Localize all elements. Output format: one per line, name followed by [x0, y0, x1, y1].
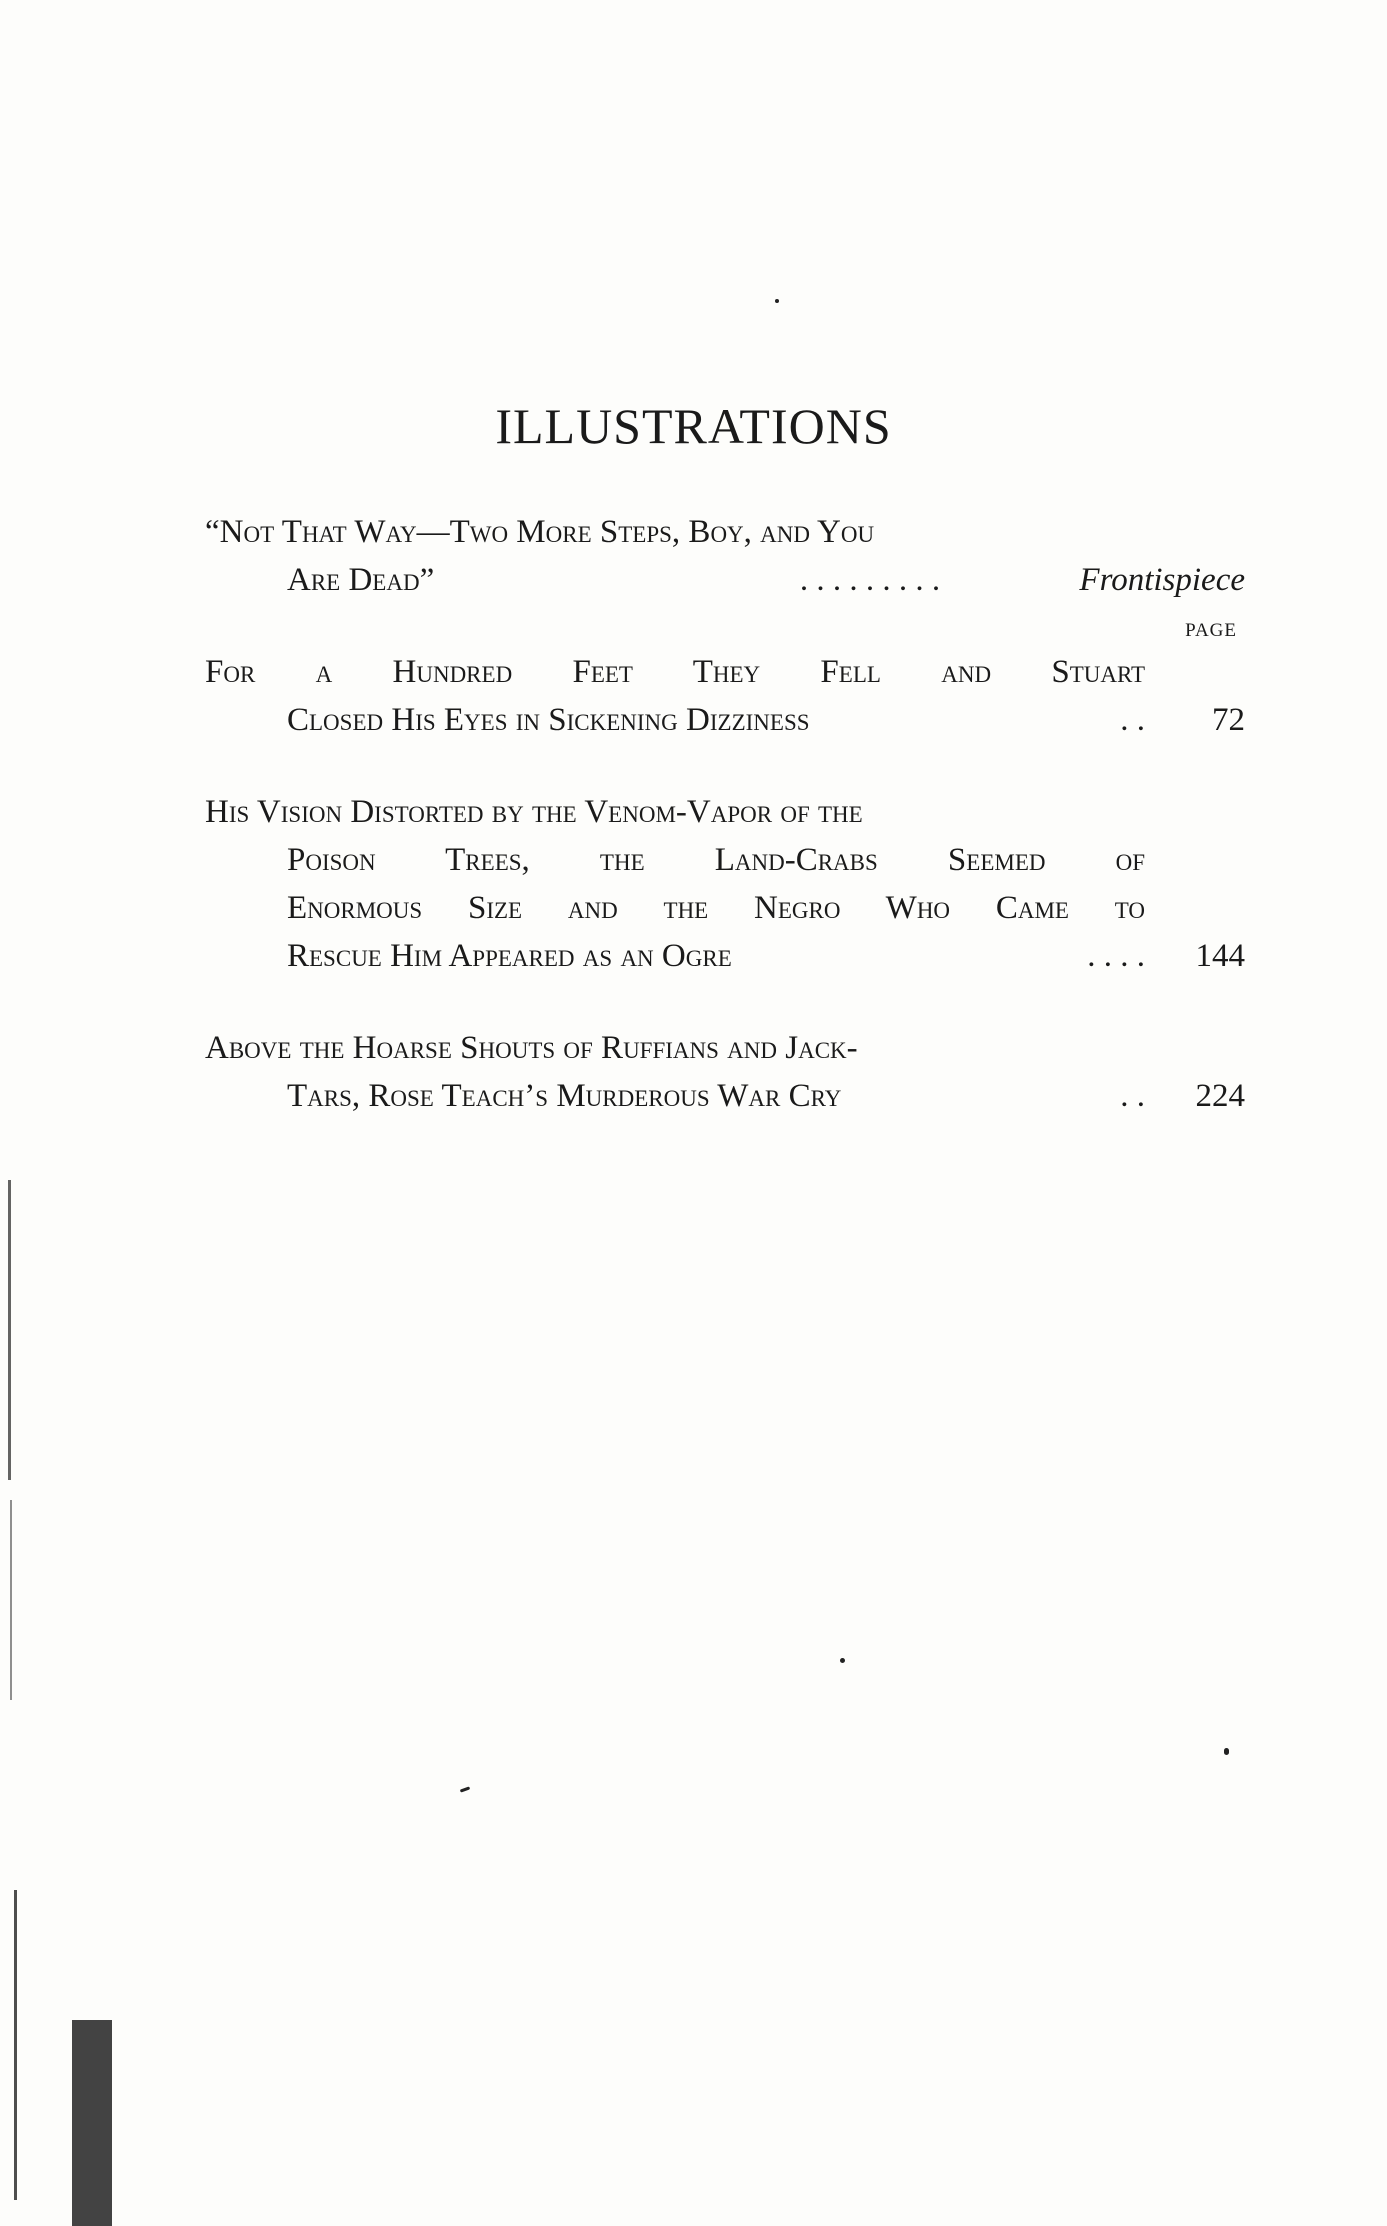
page-column-label: PAGE: [1185, 620, 1237, 641]
page-title: ILLUSTRATIONS: [495, 398, 892, 454]
illustration-entry-2: [205, 648, 1245, 748]
illustration-entry-3: [205, 788, 1245, 984]
speck: [460, 1786, 470, 1792]
illustration-entry-1: [205, 508, 1245, 608]
entry-1-line-2: Are Dead”: [287, 562, 435, 598]
entry-2-page: 72: [1212, 702, 1245, 738]
entry-3-leader: . . . .: [1087, 938, 1145, 974]
entry-1-leader: . . . . . . . . .: [799, 562, 941, 598]
gutter-shadow-lower: [14, 1890, 17, 2200]
entry-3-line-3: Enormous Size and the Negro Who Came to: [287, 890, 1145, 926]
speck: [775, 299, 779, 303]
entry-2-leader: . .: [1120, 702, 1145, 738]
entry-4-page: 224: [1195, 1078, 1245, 1114]
gutter-shadow-dark: [72, 2020, 112, 2226]
entry-2-line-2: Closed His Eyes in Sickening Dizziness: [287, 702, 810, 738]
gutter-shadow-upper: [8, 1180, 11, 1480]
entry-4-line-1: Above the Hoarse Shouts of Ruffians and Jack-: [205, 1030, 858, 1066]
entry-4-line-2: Tars, Rose Teach’s Murderous War Cry: [287, 1078, 842, 1114]
entry-2-line-1: For a Hundred Feet They Fell and Stuart: [205, 654, 1145, 690]
speck: [1224, 1748, 1229, 1755]
speck: [840, 1658, 845, 1663]
entry-1-page: Frontispiece: [1079, 562, 1245, 598]
entry-4-leader: . .: [1120, 1078, 1145, 1114]
entry-3-line-4: Rescue Him Appeared as an Ogre: [287, 938, 732, 974]
entry-3-line-2: Poison Trees, the Land-Crabs Seemed of: [287, 842, 1145, 878]
entry-3-line-1: His Vision Distorted by the Venom-Vapor of the: [205, 794, 863, 830]
entry-1-line-1: “Not That Way—Two More Steps, Boy, and You: [205, 514, 875, 550]
illustration-entry-4: [205, 1024, 1245, 1124]
entry-3-page: 144: [1195, 938, 1245, 974]
gutter-shadow-middle: [10, 1500, 12, 1700]
